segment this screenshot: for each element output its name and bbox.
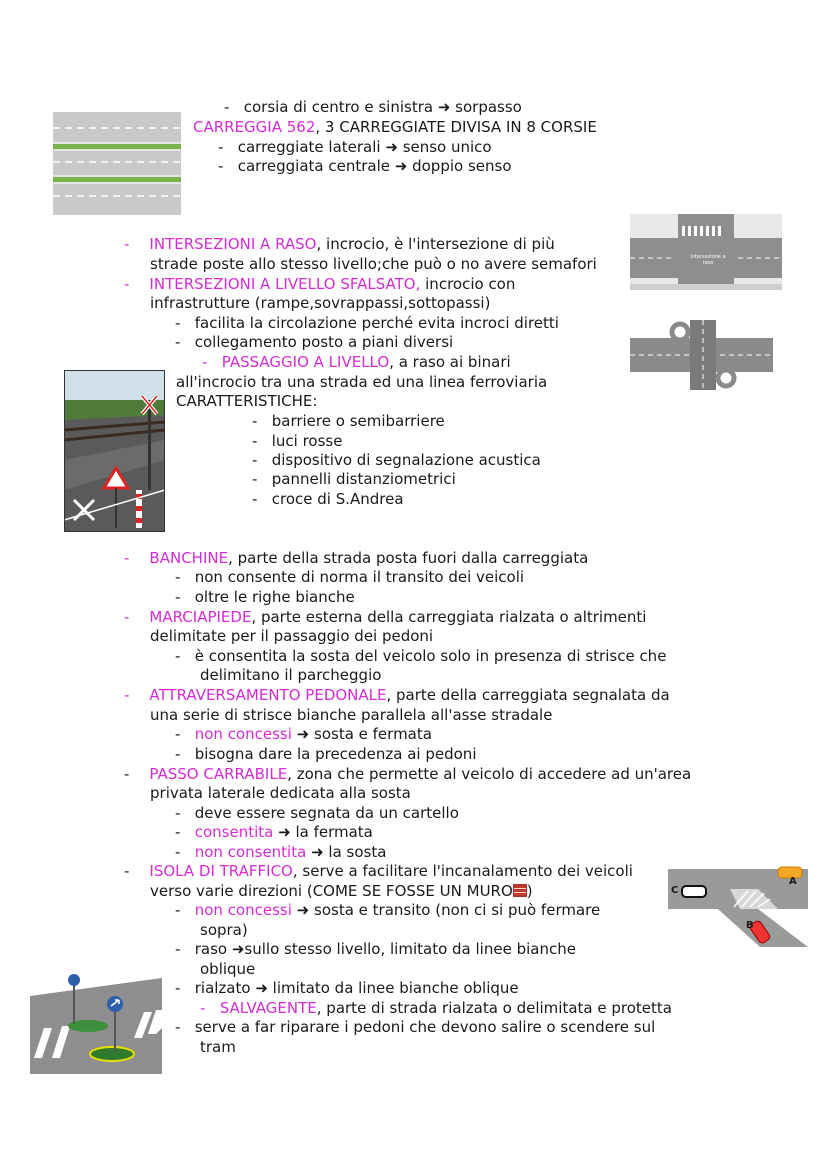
lane-note-line <box>218 157 512 176</box>
passo-carrabile-item <box>124 765 691 784</box>
dash: - <box>218 157 224 175</box>
term: PASSO CARRABILE <box>149 765 288 783</box>
text: croce di S.Andrea <box>271 490 404 508</box>
dash: - <box>124 549 130 567</box>
text: dispositivo di segnalazione acustica <box>271 451 541 469</box>
text: verso varie direzioni (COME SE FOSSE UN MURO <box>150 882 513 900</box>
text: pannelli distanziometrici <box>271 470 456 488</box>
car-label-a: A <box>789 876 797 887</box>
lane-note-line <box>224 98 522 117</box>
term: ATTRAVERSAMENTO PEDONALE <box>149 686 387 704</box>
level-crossing-image <box>64 370 165 532</box>
sub-item <box>175 568 524 587</box>
text: collegamento posto a piani diversi <box>194 333 454 351</box>
sub-item <box>175 745 476 764</box>
feature-item <box>252 490 404 509</box>
sub-item-cont: oblique <box>200 960 256 978</box>
dash: - <box>124 275 130 293</box>
sub-item <box>175 823 373 842</box>
text: , serve a facilitare l'incanalamento dei veicoli <box>292 862 633 880</box>
term: consentita <box>194 823 274 841</box>
feature-item <box>252 470 456 489</box>
text: ➜ sosta e transito (non ci si può fermare <box>291 901 601 919</box>
sub-item <box>175 1018 655 1037</box>
sub-item <box>175 979 519 998</box>
dash: - <box>175 745 181 763</box>
dash: - <box>175 1018 181 1036</box>
dash: - <box>224 98 230 116</box>
passaggio-livello-item <box>202 353 511 372</box>
car-label-b: B <box>746 920 754 931</box>
car-label-c: C <box>671 885 679 896</box>
dash: - <box>124 862 130 880</box>
sub-item <box>175 647 666 666</box>
lane-note-line <box>218 138 492 157</box>
term: non consentita <box>194 843 307 861</box>
isola-traffico-cont <box>150 882 533 901</box>
intersezioni-raso-cont: strade poste allo stesso livello;che può o no avere semafori <box>150 255 597 273</box>
dash: - <box>252 490 258 508</box>
text: oltre le righe bianche <box>194 588 355 606</box>
passo-carrabile-cont: privata laterale dedicata alla sosta <box>150 784 411 802</box>
intersezioni-raso-item <box>124 235 555 254</box>
passaggio-livello-cont: all'incrocio tra una strada ed una linea ferroviaria <box>176 373 548 391</box>
sub-item <box>175 940 576 959</box>
road-lanes-image <box>53 112 181 215</box>
text: barriere o semibarriere <box>271 412 445 430</box>
sub-item <box>175 333 453 352</box>
sub-item <box>175 588 355 607</box>
term: non concessi <box>194 901 292 919</box>
text: luci rosse <box>271 432 343 450</box>
dash: - <box>175 647 181 665</box>
dash: - <box>175 843 181 861</box>
text: incrocio con <box>420 275 516 293</box>
dash: - <box>252 412 258 430</box>
text: rialzato ➜ limitato da linee bianche oblique <box>194 979 519 997</box>
feature-item <box>252 451 541 470</box>
term: ISOLA DI TRAFFICO <box>149 862 293 880</box>
text: , parte della carreggiata segnalata da <box>386 686 670 704</box>
dash: - <box>175 979 181 997</box>
dash: - <box>175 588 181 606</box>
text: deve essere segnata da un cartello <box>194 804 459 822</box>
text: , incrocio, è l'intersezione di più <box>316 235 555 253</box>
term: CARREGGIA 562 <box>193 118 316 136</box>
feature-item <box>252 412 445 431</box>
salvagente-item <box>200 999 672 1018</box>
attraversamento-cont: una serie di strisce bianche parallela all'asse stradale <box>150 706 553 724</box>
dash: - <box>175 940 181 958</box>
term: INTERSEZIONI A LIVELLO SFALSATO, <box>149 275 421 293</box>
text: facilita la circolazione perché evita incroci diretti <box>194 314 559 332</box>
text: , 3 CARREGGIATE DIVISA IN 8 CORSIE <box>315 118 597 136</box>
dash: - <box>202 353 208 371</box>
term: INTERSEZIONI A RASO <box>149 235 317 253</box>
intersezioni-sfalsato-cont: infrastrutture (rampe,sovrappassi,sottopassi) <box>150 294 491 312</box>
banchine-item <box>124 549 588 568</box>
term: SALVAGENTE <box>219 999 317 1017</box>
dash: - <box>175 333 181 351</box>
dash: - <box>175 804 181 822</box>
caratteristiche-heading: CARATTERISTICHE: <box>176 392 318 410</box>
marciapiede-item <box>124 608 646 627</box>
text: ➜ sosta e fermata <box>291 725 432 743</box>
dash: - <box>124 686 130 704</box>
sub-item-cont: delimitano il parcheggio <box>200 666 382 684</box>
marciapiede-cont: delimitate per il passaggio dei pedoni <box>150 627 434 645</box>
traffic-island-image <box>668 855 808 947</box>
text: serve a far riparare i pedoni che devono salire o scendere sul <box>194 1018 656 1036</box>
dash: - <box>175 568 181 586</box>
dash: - <box>175 725 181 743</box>
dash: - <box>252 470 258 488</box>
term: MARCIAPIEDE <box>149 608 252 626</box>
dash: - <box>175 823 181 841</box>
text: carreggiate laterali ➜ senso unico <box>237 138 492 156</box>
feature-item <box>252 432 342 451</box>
dash: - <box>218 138 224 156</box>
text: corsia di centro e sinistra ➜ sorpasso <box>243 98 522 116</box>
sub-item <box>175 314 559 333</box>
text: è consentita la sosta del veicolo solo in presenza di strisce che <box>194 647 667 665</box>
overpass-image <box>630 320 773 390</box>
dash: - <box>175 314 181 332</box>
carreggia-line <box>193 118 597 137</box>
text: raso ➜sullo stesso livello, limitato da linee bianche <box>194 940 576 958</box>
sub-item <box>175 725 432 744</box>
text: , zona che permette al veicolo di accedere ad un'area <box>287 765 692 783</box>
text: , parte della strada posta fuori dalla carreggiata <box>228 549 589 567</box>
term: PASSAGGIO A LIVELLO <box>221 353 390 371</box>
brick-wall-icon <box>513 884 527 897</box>
text: , a raso ai binari <box>389 353 511 371</box>
dash: - <box>124 235 130 253</box>
text: ➜ la sosta <box>306 843 387 861</box>
intersection-raso-image <box>630 214 782 290</box>
text: carreggiata centrale ➜ doppio senso <box>237 157 512 175</box>
intersezioni-sfalsato-item <box>124 275 515 294</box>
text: , parte di strada rialzata o delimitata e protetta <box>316 999 672 1017</box>
text: , parte esterna della carreggiata rialzata o altrimenti <box>251 608 647 626</box>
text: bisogna dare la precedenza ai pedoni <box>194 745 477 763</box>
dash: - <box>200 999 206 1017</box>
sub-item-cont: tram <box>200 1038 236 1056</box>
dash: - <box>175 901 181 919</box>
text: non consente di norma il transito dei veicoli <box>194 568 525 586</box>
dash: - <box>252 432 258 450</box>
salvagente-image <box>30 968 162 1074</box>
dash: - <box>124 765 130 783</box>
image-caption: intersezione a raso <box>690 254 726 266</box>
dash: - <box>124 608 130 626</box>
term: BANCHINE <box>149 549 229 567</box>
term: non concessi <box>194 725 292 743</box>
sub-item <box>175 804 459 823</box>
sub-item <box>175 843 386 862</box>
text: ➜ la fermata <box>273 823 373 841</box>
attraversamento-item <box>124 686 670 705</box>
dash: - <box>252 451 258 469</box>
text: ) <box>526 882 533 900</box>
sub-item-cont: sopra) <box>200 921 248 939</box>
isola-traffico-item <box>124 862 633 881</box>
sub-item <box>175 901 600 920</box>
